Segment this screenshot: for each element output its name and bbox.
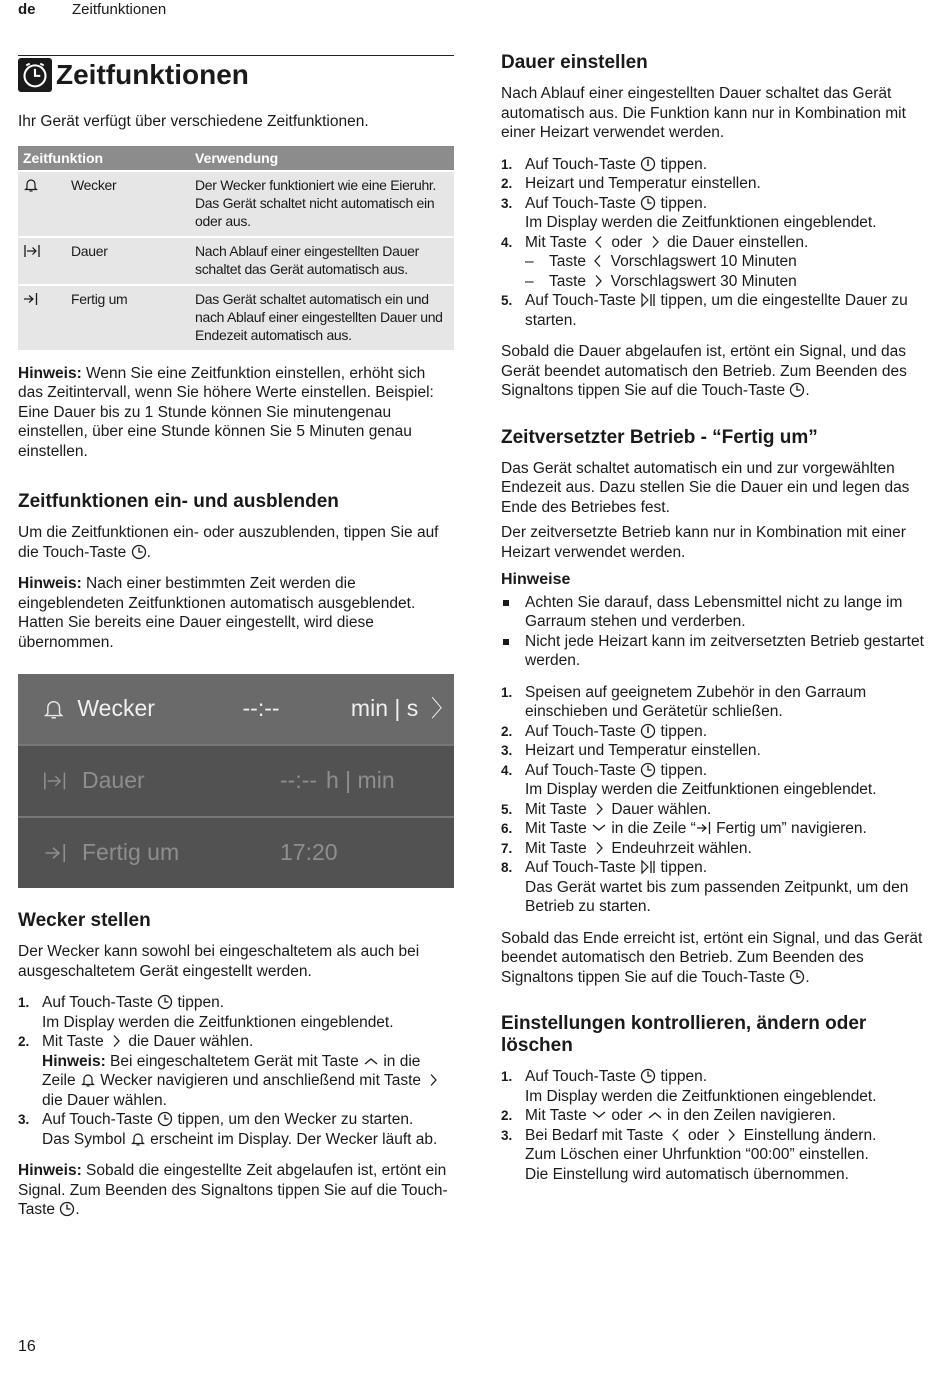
header-language: de (18, 1, 36, 18)
heading-duration: Dauer einstellen (501, 52, 648, 73)
table-row (18, 285, 454, 350)
power-icon (640, 156, 656, 172)
heading-delayed: Zeitversetzter Betrieb - “Fertig um” (501, 426, 818, 448)
list-item: 1. Auf Touch-Taste tippen. Im Display werden die Zeitfunktionen eingeblendet. (501, 1068, 877, 1105)
clock-touch-icon (157, 994, 173, 1010)
chevron-right-icon: 〉 (431, 695, 454, 722)
page-title: Zeitfunktionen (56, 59, 249, 90)
chevron-left-icon (590, 253, 606, 269)
table-cell-text: Der Wecker funktioniert wie eine Eieruhr. Das Gerät schaltet nicht automatisch ein oder aus. (190, 171, 454, 237)
bell-icon (130, 1131, 146, 1147)
chevron-up-icon (363, 1053, 379, 1069)
display-row-end-time (18, 818, 454, 888)
list-item: 3. Auf Touch-Taste tippen. Im Display werden die Zeitfunktionen eingeblendet. (501, 194, 877, 231)
note-3: Hinweis: Sobald die eingestellte Zeit abgelaufen ist, ertönt ein Signal. Zum Beenden des Signaltons tippen Sie auf die Touch-Taste . (18, 1162, 448, 1218)
list-item: – Taste Vorschlagswert 30 Minuten (525, 272, 933, 292)
clock-touch-icon (157, 1111, 173, 1127)
show-hide-text: Um die Zeitfunktionen ein- oder auszublenden, tippen Sie auf die Touch-Taste . (18, 524, 439, 561)
display-row-alarm (18, 674, 454, 746)
chevron-right-icon (590, 273, 606, 289)
note-1: Hinweis: Wenn Sie eine Zeitfunktion einstellen, erhöht sich das Zeitintervall, wenn Sie höhere Werte einstellen. Beispiel: Eine Dauer bis zu 1 Stunde können Sie minutengenau einstellen, über eine Stunde können Sie 5 Minuten genau einstellen. (18, 364, 434, 460)
clock-touch-icon (640, 762, 656, 778)
play-pause-icon (640, 292, 656, 308)
chevron-left-icon (591, 234, 607, 250)
list-item: 1. Auf Touch-Taste tippen. (501, 155, 708, 173)
chevron-down-icon (591, 820, 607, 836)
table-row (18, 171, 454, 237)
list-item: 1. Speisen auf geeignetem Zubehör in den Garraum einschieben und Gerätetür schließen. (501, 683, 867, 720)
note-2: Hinweis: Nach einer bestimmten Zeit werden die eingeblendeten Zeitfunktionen automatisch ausgeblendet. Hatten Sie bereits eine Dauer eingestellt, wird diese übernommen. (18, 575, 416, 651)
list-item: 5. Mit Taste Dauer wählen. (501, 800, 712, 818)
list-item: 7. Mit Taste Endeuhrzeit wählen. (501, 839, 752, 857)
chevron-right-icon (647, 234, 663, 250)
chevron-right-icon (591, 801, 607, 817)
duration-steps (501, 155, 933, 331)
display-label: Wecker (77, 695, 155, 722)
clock-touch-icon (789, 382, 805, 398)
clock-touch-icon (59, 1201, 75, 1217)
list-item: 3. Heizart und Temperatur einstellen. (501, 742, 761, 759)
duration-icon (42, 769, 70, 793)
list-item: 3. Bei Bedarf mit Taste oder Einstellung ändern. Zum Löschen einer Uhrfunktion “00:00” einstellen. Die Einstellung wird automatisch übernommen. (501, 1126, 877, 1183)
list-item: 2. Heizart und Temperatur einstellen. (501, 175, 761, 192)
clock-touch-icon (789, 969, 805, 985)
delayed-steps (501, 683, 933, 917)
table-header-function: Zeitfunktion (18, 146, 190, 171)
heading-show-hide: Zeitfunktionen ein- und ausblenden (18, 491, 339, 512)
display-unit: h | min (326, 767, 395, 794)
display-value: 17:20 (280, 839, 338, 866)
list-item: – Taste Vorschlagswert 10 Minuten (525, 252, 933, 272)
alarm-steps (18, 993, 454, 1149)
display-row-duration (18, 746, 454, 818)
power-icon (640, 723, 656, 739)
list-item: 4. Auf Touch-Taste tippen. Im Display werden die Zeitfunktionen eingeblendet. (501, 761, 877, 798)
end-time-icon (696, 820, 712, 836)
list-item: Achten Sie darauf, dass Lebensmittel nicht zu lange im Garraum stehen und verderben. (501, 593, 933, 632)
table-row (18, 237, 454, 285)
heading-alarm: Wecker stellen (18, 910, 151, 931)
right-column (501, 50, 933, 1196)
table-cell-name: Dauer (71, 242, 108, 259)
time-functions-table (18, 146, 454, 350)
display-value: --:-- (242, 695, 280, 722)
settings-steps (501, 1067, 933, 1184)
list-item: Nicht jede Heizart kann im zeitversetzten Betrieb gestartet werden. (501, 632, 933, 671)
dash-list (525, 252, 933, 291)
hints-list (501, 593, 933, 671)
duration-intro: Nach Ablauf einer eingestellten Dauer schaltet das Gerät automatisch aus. Die Funktion kann nur in Kombination mit einer Heizart verwendet werden. (501, 85, 906, 141)
list-item: 4. Mit Taste oder die Dauer einstellen. – Taste Vorschlagswert 10 Minuten – Taste Vorschlagswert 30 Minuten (501, 233, 933, 292)
list-item: 2. Mit Taste oder in den Zeilen navigieren. (501, 1107, 836, 1124)
table-cell-text: Nach Ablauf einer eingestellten Dauer schaltet das Gerät automatisch aus. (190, 237, 454, 285)
page-title-row (18, 55, 454, 92)
header-title: Zeitfunktionen (72, 1, 167, 18)
display-value: --:-- (280, 767, 318, 794)
list-item: 6. Mit Taste in die Zeile “ Fertig um” navigieren. (501, 820, 867, 837)
delayed-p2: Der zeitversetzte Betrieb kann nur in Kombination mit einer Heizart verwendet werden. (501, 524, 906, 561)
table-cell-name: Fertig um (71, 290, 128, 307)
intro-text: Ihr Gerät verfügt über verschiedene Zeitfunktionen. (18, 113, 369, 130)
list-item: 5. Auf Touch-Taste tippen, um die eingestellte Dauer zu starten. (501, 292, 908, 329)
list-item: 3. Auf Touch-Taste tippen, um den Wecker zu starten. Das Symbol erscheint im Display. Der Wecker läuft ab. (18, 1111, 438, 1148)
end-time-icon (23, 291, 45, 307)
page-number: 16 (18, 1338, 36, 1355)
chevron-right-icon (723, 1127, 739, 1143)
duration-end: Sobald die Dauer abgelaufen ist, ertönt ein Signal, und das Gerät beendet automatisch den Betrieb. Zum Beenden des Signaltons tippen Sie auf die Touch-Taste . (501, 343, 907, 399)
display-unit: min | s (350, 695, 419, 722)
display-label: Dauer (82, 767, 145, 794)
clock-touch-icon (131, 544, 147, 560)
bell-icon (42, 697, 65, 721)
alarm-intro: Der Wecker kann sowohl bei eingeschaltetem als auch bei ausgeschaltetem Gerät eingestellt werden. (18, 943, 420, 980)
end-time-icon (42, 841, 70, 865)
delayed-end: Sobald das Ende erreicht ist, ertönt ein Signal, und das Gerät beendet automatisch den Betrieb. Zum Beenden des Signaltons tippen Sie auf die Touch-Taste . (501, 929, 923, 986)
chevron-right-icon (108, 1033, 124, 1049)
list-item: 1. Auf Touch-Taste tippen. Im Display werden die Zeitfunktionen eingeblendet. (18, 994, 394, 1031)
list-item: 8. Auf Touch-Taste tippen. Das Gerät wartet bis zum passenden Zeitpunkt, um den Betrieb zu starten. (501, 859, 909, 915)
clock-touch-icon (640, 1068, 656, 1084)
play-pause-icon (640, 859, 656, 875)
duration-icon (23, 243, 45, 259)
chevron-right-icon (425, 1072, 441, 1088)
chevron-right-icon (591, 840, 607, 856)
clock-icon (18, 58, 52, 92)
list-item: 2. Auf Touch-Taste tippen. (501, 722, 708, 740)
display-label: Fertig um (82, 839, 180, 866)
chevron-down-icon (591, 1107, 607, 1123)
table-cell-text: Das Gerät schaltet automatisch ein und nach Ablauf einer eingestellten Dauer und Endezeit automatisch aus. (190, 285, 454, 350)
left-column (18, 50, 454, 1232)
delayed-p1: Das Gerät schaltet automatisch ein und zur vorgewählten Endezeit aus. Dazu stellen Sie die Dauer ein und legen das Ende des Betriebes fest. (501, 459, 910, 516)
bell-icon (23, 177, 45, 193)
heading-hints: Hinweise (501, 571, 571, 588)
table-header-usage: Verwendung (190, 146, 454, 171)
clock-touch-icon (640, 195, 656, 211)
table-cell-name: Wecker (71, 176, 117, 193)
chevron-up-icon (647, 1107, 663, 1123)
display-illustration (18, 674, 454, 888)
heading-settings: Einstellungen kontrollieren, ändern oder löschen (501, 1013, 867, 1056)
chevron-left-icon (668, 1127, 684, 1143)
list-item: 2. Mit Taste die Dauer wählen. Hinweis: Bei eingeschaltetem Gerät mit Taste in die Zeile Wecker navigieren und anschließend mit Taste die Dauer wählen. (18, 1032, 454, 1110)
bell-icon (80, 1072, 96, 1088)
